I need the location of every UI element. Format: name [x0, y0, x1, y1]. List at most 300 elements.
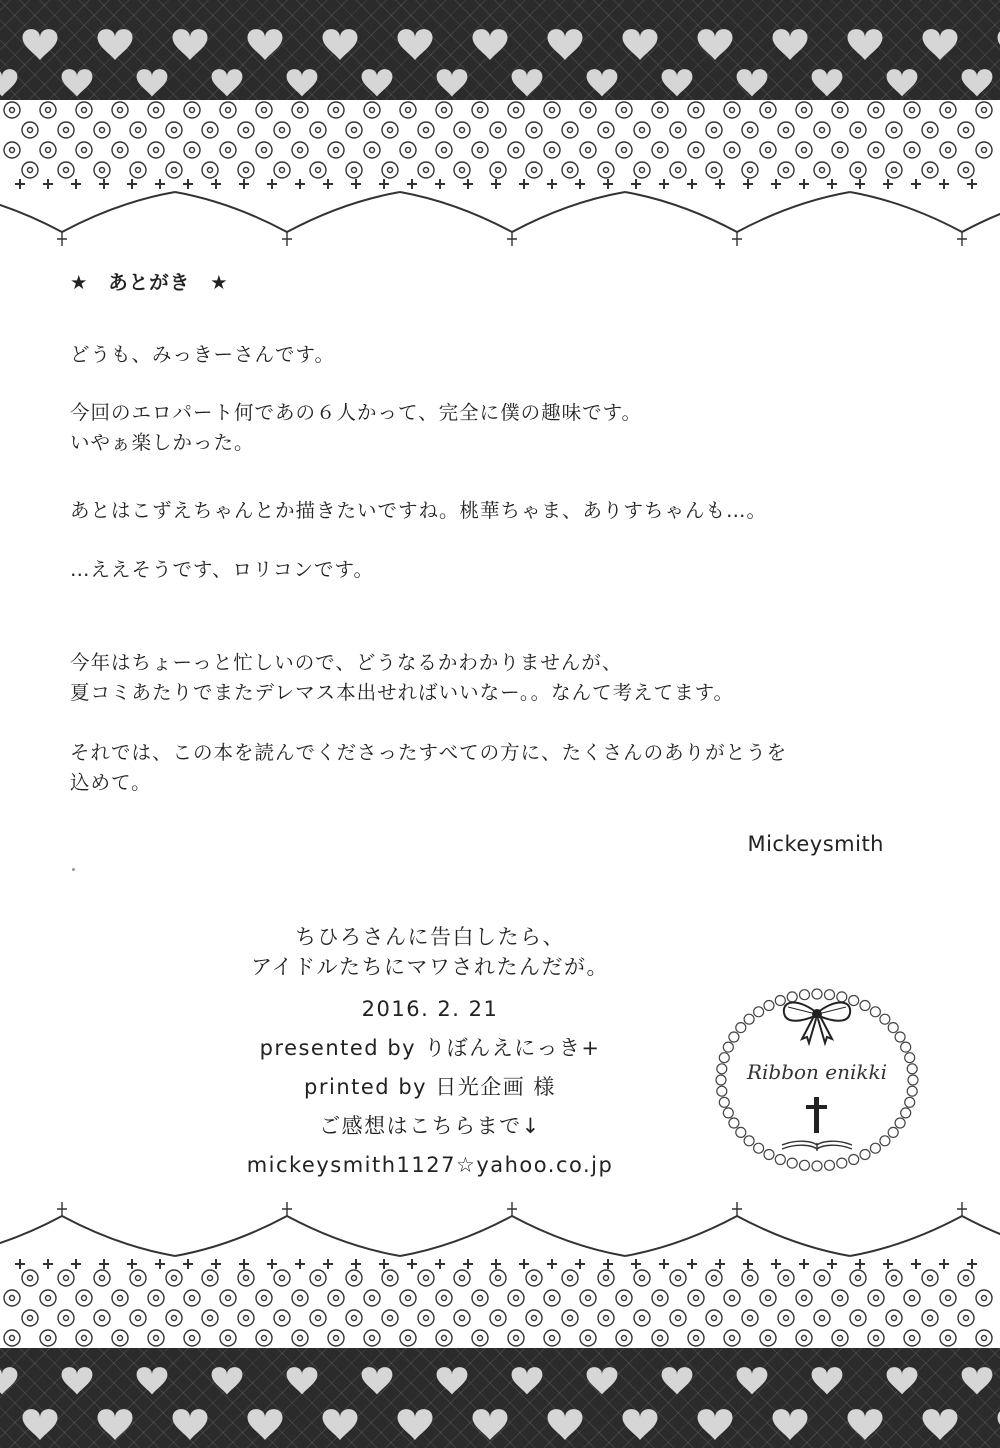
lace-flower-center [82, 1296, 87, 1301]
lace-flower-center [892, 128, 897, 133]
lace-star [15, 1259, 25, 1269]
emblem-ring-flower [849, 1155, 859, 1165]
emblem-ring-flower [849, 996, 859, 1006]
lace-flower [58, 122, 74, 138]
lace-flower [562, 1310, 578, 1326]
lace-flower [76, 142, 92, 158]
lace-flower-center [172, 128, 177, 133]
lace-tip [282, 232, 292, 246]
lace-flower [940, 1290, 956, 1306]
lace-flower-center [946, 1296, 951, 1301]
lace-star [463, 179, 473, 189]
emblem-ring-flower [888, 1127, 898, 1137]
lace-star [351, 179, 361, 189]
lace-flower-center [244, 128, 249, 133]
heart-icon [437, 1367, 468, 1394]
lace-flower [544, 142, 560, 158]
lace-flower [346, 1270, 362, 1286]
lace-flower [904, 142, 920, 158]
lace-flower-center [10, 1336, 15, 1341]
heart-icon [362, 69, 393, 96]
lace-flower [400, 1330, 416, 1346]
heart-icon [773, 29, 808, 60]
lace-star [239, 179, 249, 189]
lace-flower [544, 1290, 560, 1306]
lace-flower [4, 1330, 20, 1346]
lace-flower [76, 102, 92, 118]
lace-flower-center [784, 128, 789, 133]
lace-flower [562, 162, 578, 178]
heart-icon [662, 1367, 693, 1394]
afterword-title: あとがき [108, 271, 191, 294]
lace-flower [238, 122, 254, 138]
lace-flower-center [568, 128, 573, 133]
lace-flower [652, 1330, 668, 1346]
lace-flower [922, 1310, 938, 1326]
lace-star [743, 1259, 753, 1269]
heart-pattern-bottom [0, 1348, 1000, 1448]
lace-flower-center [496, 168, 501, 173]
heart-band-bottom [0, 1348, 1000, 1448]
lace-flower [760, 102, 776, 118]
lace-tip [732, 232, 742, 246]
lace-flower [364, 1290, 380, 1306]
lace-flower [328, 142, 344, 158]
lace-flower [112, 1290, 128, 1306]
lace-flower [40, 1290, 56, 1306]
emblem-ring-flower [812, 1161, 822, 1171]
heart-icon [587, 1367, 618, 1394]
lace-flower-center [226, 1336, 231, 1341]
lace-flower [760, 1330, 776, 1346]
lace-flower-center [442, 1296, 447, 1301]
lace-flower-center [784, 168, 789, 173]
lace-flower [958, 1270, 974, 1286]
colophon [180, 922, 680, 1185]
lace-star [519, 1259, 529, 1269]
lace-flower-center [856, 168, 861, 173]
lace-tip [957, 1202, 967, 1216]
lace-flower-center [640, 1316, 645, 1321]
lace-flower [472, 142, 488, 158]
lace-flower [670, 1270, 686, 1286]
lace-star [827, 1259, 837, 1269]
emblem-ring-flower [719, 1053, 729, 1063]
lace-flower-center [712, 1316, 717, 1321]
lace-flower-center [262, 108, 267, 113]
lace-flower-center [190, 1296, 195, 1301]
lace-flower [616, 1330, 632, 1346]
lace-flower [40, 102, 56, 118]
lace-flower-center [424, 128, 429, 133]
lace-star [351, 1259, 361, 1269]
lace-flower-center [118, 108, 123, 113]
lace-flower [436, 1290, 452, 1306]
heart-icon [173, 1409, 208, 1440]
lace-flower-center [460, 1316, 465, 1321]
emblem-ring-flower [880, 1014, 890, 1024]
thanks-line-2: 込めて。 [70, 771, 152, 794]
lace-star [827, 179, 837, 189]
lace-scallop [0, 192, 1000, 232]
lace-flower-center [82, 1336, 87, 1341]
lace-flower-center [982, 1336, 987, 1341]
lace-star [99, 179, 109, 189]
emblem-ring-flower [908, 1075, 918, 1085]
lace-flower-center [964, 128, 969, 133]
lace-flower-center [28, 1276, 33, 1281]
emblem-ring-flower [717, 1064, 727, 1074]
lace-flower-center [748, 128, 753, 133]
heart-icon [812, 1367, 843, 1394]
lace-flower-center [910, 148, 915, 153]
lace-flower-center [982, 108, 987, 113]
lace-flower-center [730, 1336, 735, 1341]
lace-tip [57, 1202, 67, 1216]
heart-icon [512, 69, 543, 96]
emblem-ring-flower [880, 1136, 890, 1146]
lace-flower-center [478, 108, 483, 113]
lace-flower-center [280, 1276, 285, 1281]
lace-flower-center [460, 168, 465, 173]
lace-flower-center [820, 128, 825, 133]
lace-flower [112, 102, 128, 118]
lace-flower [256, 102, 272, 118]
lace-flower [796, 142, 812, 158]
lace-star [967, 1259, 977, 1269]
lace-flower-center [550, 108, 555, 113]
book-icon [782, 1141, 852, 1151]
lace-flower [58, 1310, 74, 1326]
lace-flower [508, 1290, 524, 1306]
lace-flower-center [46, 1296, 51, 1301]
lace-flower [850, 122, 866, 138]
lace-star [15, 179, 25, 189]
lace-flower-center [784, 1316, 789, 1321]
lace-flower [940, 102, 956, 118]
lace-flower-center [730, 108, 735, 113]
emblem-ring-flower [812, 989, 822, 999]
lace-flower-center [370, 148, 375, 153]
lace-flower [634, 162, 650, 178]
lace-flower-center [748, 1276, 753, 1281]
lace-flower [688, 1330, 704, 1346]
lace-star [519, 179, 529, 189]
lace-flower [364, 102, 380, 118]
heart-icon [398, 29, 433, 60]
lace-flower-center [244, 1276, 249, 1281]
lace-star [183, 1259, 193, 1269]
lace-flower [778, 162, 794, 178]
lace-flower [40, 142, 56, 158]
lace-flower-center [352, 128, 357, 133]
lace-flower [490, 1310, 506, 1326]
heart-icon [548, 1409, 583, 1440]
lace-flower-center [118, 1296, 123, 1301]
lace-tip [57, 232, 67, 246]
lace-flower [652, 1290, 668, 1306]
lace-flower [256, 142, 272, 158]
emblem-ring-flower [744, 1014, 754, 1024]
lace-flower [454, 1270, 470, 1286]
lace-flower-center [100, 128, 105, 133]
lace-flower [904, 102, 920, 118]
lace-border-bottom [0, 1180, 1000, 1348]
lace-flower-center [226, 108, 231, 113]
heart-icon [887, 1367, 918, 1394]
lace-flower [418, 1270, 434, 1286]
heart-icon [923, 1409, 958, 1440]
lace-flower-center [172, 1276, 177, 1281]
emblem-ring-flower [754, 1007, 764, 1017]
lace-flower [22, 1270, 38, 1286]
lace-flower [670, 162, 686, 178]
heart-icon [23, 29, 58, 60]
lace-flower-center [946, 108, 951, 113]
lace-star [379, 1259, 389, 1269]
lace-flower-center [568, 168, 573, 173]
lace-flower [634, 122, 650, 138]
lace-flower-center [280, 128, 285, 133]
lace-flower-center [622, 1296, 627, 1301]
lace-flower [202, 1310, 218, 1326]
lace-flower [220, 1290, 236, 1306]
lace-flower-center [208, 128, 213, 133]
lace-flower [616, 1290, 632, 1306]
lace-flower [742, 1310, 758, 1326]
lace-flower [958, 162, 974, 178]
lace-flower [238, 162, 254, 178]
lace-flower [868, 1290, 884, 1306]
lace-flower [220, 102, 236, 118]
emblem-ring-flower [800, 1160, 810, 1170]
lace-flower [166, 1270, 182, 1286]
emblem-ring-flower [729, 1118, 739, 1128]
lace-flower-center [442, 148, 447, 153]
lace-flower [652, 142, 668, 158]
lace-flower [742, 1270, 758, 1286]
lace-scallop [0, 1216, 1000, 1256]
lace-flower-center [658, 1296, 663, 1301]
lace-flower-center [496, 1276, 501, 1281]
lace-flower-center [910, 108, 915, 113]
lace-flower-center [622, 1336, 627, 1341]
lace-flower-center [100, 1276, 105, 1281]
lace-flower [814, 162, 830, 178]
heart-icon [0, 1367, 17, 1394]
lace-flower [796, 102, 812, 118]
lace-flower [580, 1330, 596, 1346]
lace-flower [508, 102, 524, 118]
emblem-ring-flower [717, 1086, 727, 1096]
lace-star [267, 179, 277, 189]
lace-flower [814, 1310, 830, 1326]
lace-flower [94, 1270, 110, 1286]
lace-flower-center [154, 148, 159, 153]
heart-icon [923, 29, 958, 60]
lace-flower-center [964, 168, 969, 173]
lace-flower-center [820, 1276, 825, 1281]
lace-star [43, 1259, 53, 1269]
lace-flower-center [604, 168, 609, 173]
lace-star [435, 179, 445, 189]
lace-flower-center [802, 148, 807, 153]
lace-flower [580, 1290, 596, 1306]
lace-flower [778, 1270, 794, 1286]
lace-flower [706, 162, 722, 178]
heart-icon [473, 29, 508, 60]
lace-flower-center [316, 168, 321, 173]
lace-flower [22, 122, 38, 138]
lace-flower [670, 1310, 686, 1326]
lace-flower [562, 1270, 578, 1286]
emblem-ring-flower [860, 1150, 870, 1160]
lace-flower [472, 102, 488, 118]
lace-flower-center [154, 108, 159, 113]
emblem-ring-flower [825, 990, 835, 1000]
lace-flower [130, 1270, 146, 1286]
lace-flower [202, 1270, 218, 1286]
printed-by: printed by 日光企画 様 [304, 1075, 556, 1099]
lace-flower-center [172, 168, 177, 173]
lace-flower [904, 1330, 920, 1346]
book-title-line-2: アイドルたちにマワされたんだが。 [250, 955, 610, 979]
lace-flower-center [676, 1316, 681, 1321]
lace-flower-center [676, 168, 681, 173]
heart-icon [698, 1409, 733, 1440]
lace-flower-center [550, 148, 555, 153]
emblem-ring-flower [787, 1158, 797, 1168]
lace-flower-center [910, 1336, 915, 1341]
lace-flower-center [388, 1276, 393, 1281]
lace-flower-center [802, 1336, 807, 1341]
lace-star [463, 1259, 473, 1269]
lace-flower [814, 1270, 830, 1286]
lace-flower [346, 122, 362, 138]
lace-flower [724, 1290, 740, 1306]
lace-flower-center [352, 1276, 357, 1281]
lace-flower [526, 1270, 542, 1286]
heart-icon [848, 1409, 883, 1440]
lace-flower [490, 122, 506, 138]
lace-star [687, 179, 697, 189]
lace-star [883, 1259, 893, 1269]
lace-flower [184, 1330, 200, 1346]
lace-flower-center [928, 128, 933, 133]
lace-flower [274, 122, 290, 138]
lace-flower-center [136, 1276, 141, 1281]
lace-flower-center [532, 128, 537, 133]
lace-star [603, 179, 613, 189]
lace-star [323, 179, 333, 189]
lace-flower-center [316, 1276, 321, 1281]
lace-tip [507, 1202, 517, 1216]
lace-flower-center [838, 1296, 843, 1301]
lace-star [547, 179, 557, 189]
lace-flower [472, 1290, 488, 1306]
lace-flower [616, 102, 632, 118]
lace-flower [724, 1330, 740, 1346]
lace-star [659, 1259, 669, 1269]
lace-flower [238, 1310, 254, 1326]
lace-flower [130, 1310, 146, 1326]
lace-flower-center [100, 168, 105, 173]
lace-star [435, 1259, 445, 1269]
heart-icon [623, 29, 658, 60]
lace-flower-center [424, 168, 429, 173]
emblem-ring-flower [723, 1042, 733, 1052]
emblem-ring-flower [907, 1086, 917, 1096]
emblem-ring-flower [895, 1032, 905, 1042]
lace-flower [454, 162, 470, 178]
lace-flower-center [658, 108, 663, 113]
lace-flower-center [514, 108, 519, 113]
lace-flower [760, 1290, 776, 1306]
lace-flower [112, 142, 128, 158]
lace-flower [976, 1330, 992, 1346]
lace-star [799, 179, 809, 189]
heart-icon [587, 69, 618, 96]
lace-tip [507, 232, 517, 246]
lace-flower [382, 1310, 398, 1326]
lace-flower-center [262, 1336, 267, 1341]
lace-flower-center [226, 1296, 231, 1301]
lace-flower [976, 1290, 992, 1306]
lace-flower [598, 122, 614, 138]
lace-flower [148, 1290, 164, 1306]
emblem-ring-flower [905, 1053, 915, 1063]
lace-flower-center [982, 1296, 987, 1301]
lace-flower-center [694, 1296, 699, 1301]
lace-star [127, 179, 137, 189]
greeting-text: どうも、みっきーさんです。 [70, 343, 335, 366]
lace-flower [202, 162, 218, 178]
lace-flower [940, 1330, 956, 1346]
lace-flower [886, 1270, 902, 1286]
lace-flower-center [964, 1276, 969, 1281]
lace-flower [94, 162, 110, 178]
lace-flower [274, 1270, 290, 1286]
lace-star [239, 1259, 249, 1269]
lace-flower [292, 1290, 308, 1306]
lace-flower [76, 1290, 92, 1306]
lace-flower-center [640, 168, 645, 173]
lace-flower-center [874, 1336, 879, 1341]
star-icon: ★ [210, 271, 229, 294]
heart-icon [662, 69, 693, 96]
lace-star [547, 1259, 557, 1269]
heart-icon [323, 29, 358, 60]
lace-flower [580, 102, 596, 118]
lace-flower-center [622, 148, 627, 153]
lace-flower-center [406, 1296, 411, 1301]
lace-flower-center [838, 148, 843, 153]
book-title-line-1: ちひろさんに告白したら、 [295, 925, 565, 949]
lace-flower [202, 122, 218, 138]
lace-flower [508, 1330, 524, 1346]
lace-flower-center [28, 168, 33, 173]
lace-flower [706, 1270, 722, 1286]
lace-flower [220, 142, 236, 158]
lace-flower [94, 122, 110, 138]
lace-star [771, 179, 781, 189]
lace-flower-center [802, 108, 807, 113]
lace-flower-center [694, 1336, 699, 1341]
lace-flower-center [388, 1316, 393, 1321]
heart-icon [437, 69, 468, 96]
emblem-ring-flower [870, 1007, 880, 1017]
lace-star [127, 1259, 137, 1269]
